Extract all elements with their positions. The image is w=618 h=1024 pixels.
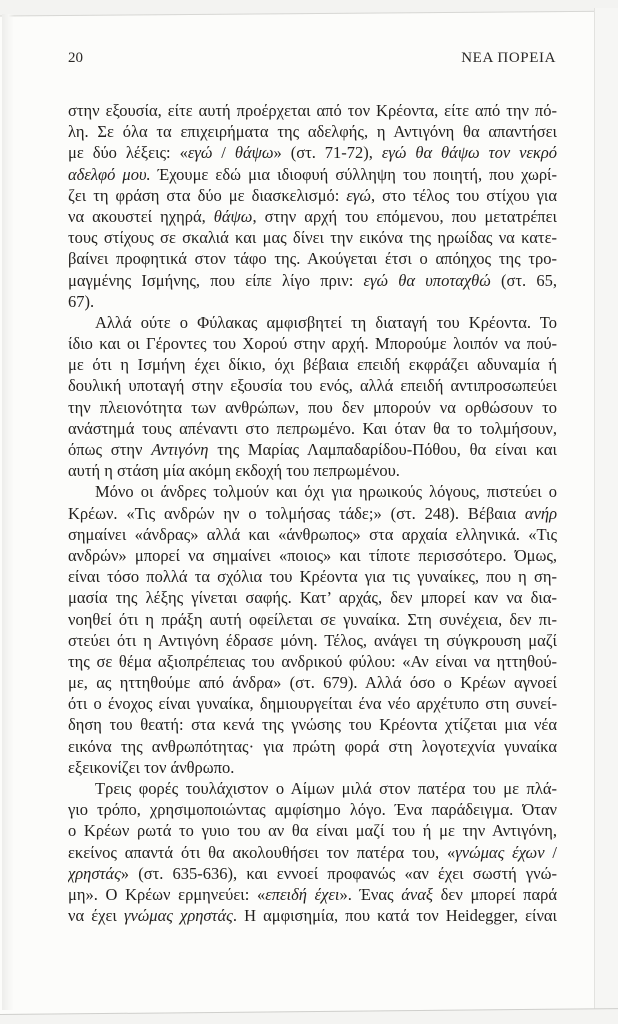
text-line: γιο τρόπο, χρησιμοποιώντας αμφίσημο λόγο. Ένα παράδειγμα. Όταν [68, 800, 557, 820]
text-line: βαίνει προφητικά στον τάφο της. Ακούγεται έτσι ο απόηχος της τρο- [68, 249, 557, 269]
text-line: Τρεις φορές τουλάχιστον ο Αίμων μιλά στον πατέρα του με πλά- [95, 779, 557, 798]
scan-edge-right [594, 8, 618, 1010]
text-line: Μόνο οι άνδρες τολμούν και όχι για ηρωικούς λόγους, πιστεύει ο [95, 482, 557, 502]
text-line: με δύο λέξεις: «εγώ / θάψω» (στ. 71-72), εγώ θα θάψω τον νεκρό [68, 143, 557, 163]
text-line: αδελφό μου. Έχουμε εδώ μια ιδιοφυή σύλληψη του ποιητή, που χωρί- [68, 164, 557, 184]
text-line: δουλική υποταγή στην εξουσία του ενός, αλλά επειδή αντιπροσωπεύει [68, 376, 557, 396]
running-header: ΝΕΑ ΠΟΡΕΙΑ [461, 50, 556, 66]
text-line: 67). [68, 291, 95, 311]
text-line: εξεικονίζει τον άνθρωπο. [68, 757, 235, 777]
text-line: τους στίχους σε σκαλιά και μας δίνει την εικόνα της ηρωίδας να κατε- [68, 228, 557, 248]
text-line: χρηστάς» (στ. 635-636), και εννοεί προφανώς «αν έχει σωστή γνώ- [68, 863, 557, 883]
text-line: όπως στην Αντιγόνη της Μαρίας Λαμπαδαρίδου-Πόθου, θα είναι και [68, 440, 557, 459]
text-line: να ακουστεί ηχηρά, θάψω, στην αρχή του επόμενου, που μετατρέπει [68, 206, 557, 226]
text-line: ίδιο και οι Γέροντες του Χορού στην αρχή. Μπορούμε λοιπόν να πού- [68, 334, 557, 354]
text-line: εικόνα της ανθρωπότητας· για πρώτη φορά στη λογοτεχνία γυναίκα [68, 736, 557, 756]
text-line: εκείνος απαντά ότι θα ακολουθήσει τον πατέρα του, «γνώμας έχων / [68, 842, 557, 862]
text-line: την πλειονότητα των ανθρώπων, που δεν μπορούν να ορθώσουν το [68, 397, 557, 417]
text-line: μασία της λέξης γίνεται σαφής. Κατ’ αρχάς, δεν μπορεί καν να δια- [68, 588, 557, 608]
text-line: με, ας ηττηθούμε από άνδρα» (στ. 679). Αλλά όσο ο Κρέων αγνοεί [68, 673, 557, 693]
text-line: νοηθεί ότι η πράξη αυτή οφείλεται σε γυναίκα. Στη συνέχεια, δεν πι- [68, 609, 557, 629]
text-line: της σε θέμα αξιοπρέπειας του ανδρικού φύλου: «Αν είναι να ηττηθού- [68, 651, 557, 671]
text-line: λη. Σε όλα τα επιχειρήματα της αδελφής, η Αντιγόνη θα απαντήσει [68, 122, 557, 142]
text-line: με ότι η Ισμήνη έχει δίκιο, όχι βέβαια επειδή εκφράζει αδυναμία ή [68, 355, 557, 375]
text-line: μαγμένης Ισμήνης, που είπε λίγο πριν: εγώ θα υποταχθώ (στ. 65, [68, 270, 557, 290]
text-line: να έχει γνώμας χρηστάς. Η αμφισημία, που κατά τον Heidegger, είναι [68, 906, 557, 926]
text-line: Αλλά ούτε ο Φύλακας αμφισβητεί τη διαταγή του Κρέοντα. Το [95, 312, 557, 332]
text-line: ανάστημά τους απέναντι στο πεπρωμένο. Και όταν θα το τολμήσουν, [68, 418, 557, 438]
page-header [68, 50, 556, 67]
text-line: ανδρών» μπορεί να σημαίνει «ποιος» και τίποτε περισσότερο. Όμως, [68, 545, 557, 565]
text-line: σημαίνει «άνδρας» αλλά και «άνθρωπος» στα αρχαία ελληνικά. «Τις [68, 524, 557, 544]
scan-edge-top [0, 0, 618, 17]
text-line: αυτή η στάση μία ακόμη εκδοχή του πεπρωμένου. [68, 461, 400, 481]
text-line: δηση του θεατή: στα κενά της γνώσης του Κρέοντα χτίζεται μια νέα [68, 715, 557, 735]
text-block [68, 100, 557, 926]
page-number: 20 [68, 50, 83, 66]
text-line: ζει τη φράση στα δύο με διασκελισμό: εγώ, στο τέλος του στίχου για [68, 185, 557, 205]
text-line: είναι τόσο πολλά τα σχόλια του Κρέοντα για τις γυναίκες, που η ση- [68, 567, 557, 587]
scan-edge-bottom [0, 1008, 618, 1024]
text-line: ότι ο ένοχος είναι γυναίκα, δημιουργείται ένα νέο αρχέτυπο στη συνεί- [68, 694, 557, 714]
text-line: στεύει ότι η Αντιγόνη έδρασε μόνη. Τέλος, ανάγει τη σύγκρουση μαζί [68, 630, 557, 650]
text-line: ο Κρέων ρωτά το γυιο του αν θα είναι μαζί του ή με την Αντιγόνη, [68, 821, 557, 841]
text-line: Κρέων. «Τις ανδρών ην ο τολμήσας τάδε;» (στ. 248). Βέβαια ανήρ [68, 503, 557, 523]
text-line: στην εξουσία, είτε αυτή προέρχεται από τον Κρέοντα, είτε από την πό- [68, 101, 557, 120]
scan-edge-left [2, 14, 14, 1010]
text-line: μη». Ο Κρέων ερμηνεύει: «επειδή έχει». Ένας άναξ δεν μπορεί παρά [68, 884, 557, 904]
